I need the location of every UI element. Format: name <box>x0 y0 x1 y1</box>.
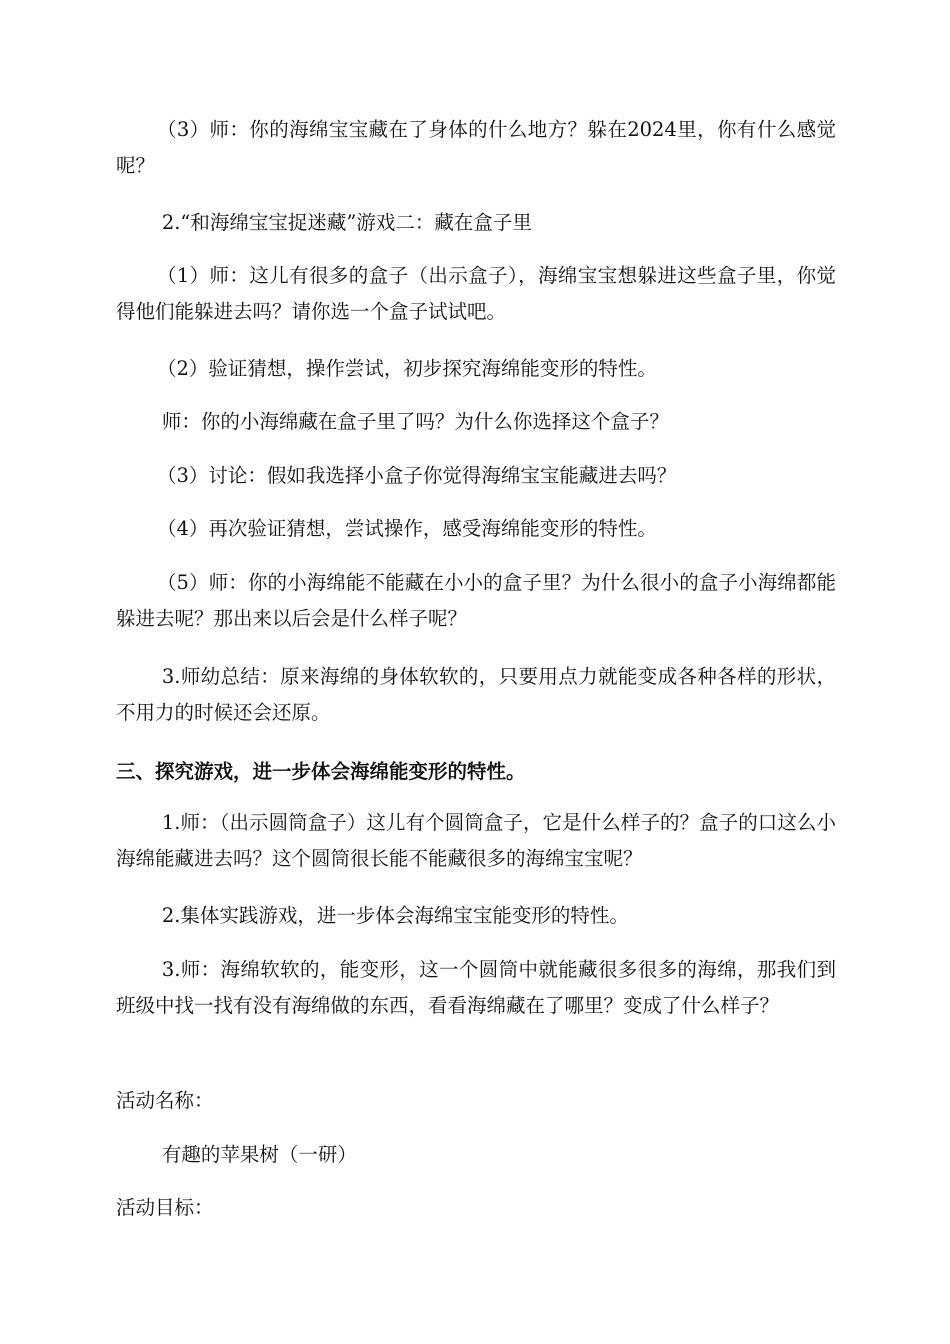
paragraph-teacher-question: 师：你的小海绵藏在盒子里了吗？为什么你选择这个盒子？ <box>161 410 669 433</box>
paragraph-game-two-heading: 2.“和海绵宝宝捉迷藏”游戏二：藏在盒子里 <box>161 211 532 234</box>
paragraph-step-3-discussion: （3）讨论：假如我选择小盒子你觉得海绵宝宝能藏进去吗？ <box>156 464 677 487</box>
label-activity-goals: 活动目标： <box>116 1196 214 1219</box>
paragraph-cylinder-box: 1.师：（出示圆筒盒子）这儿有个圆筒盒子，它是什么样子的？盒子的口这么小海绵能藏进去吗？这个圆筒很长能不能藏很多的海绵宝宝呢？ <box>116 811 836 870</box>
paragraph-group-game: 2.集体实践游戏，进一步体会海绵宝宝能变形的特性。 <box>161 904 629 927</box>
activity-name-value: 有趣的苹果树（一研） <box>161 1143 357 1166</box>
paragraph-step-1: （1）师：这儿有很多的盒子（出示盒子），海绵宝宝想躲进这些盒子里，你觉得他们能躲进去吗？请你选一个盒子试试吧。 <box>116 264 836 323</box>
paragraph-teacher-conclusion: 3.师：海绵软软的，能变形，这一个圆筒中就能藏很多很多的海绵，那我们到班级中找一找有没有海绵做的东西，看看海绵藏在了哪里？变成了什么样子？ <box>116 958 836 1017</box>
label-activity-name: 活动名称： <box>116 1089 214 1112</box>
paragraph-summary: 3.师幼总结：原来海绵的身体软软的，只要用点力就能变成各种各样的形状，不用力的时候还会还原。 <box>116 665 836 724</box>
paragraph-step-4: （4）再次验证猜想，尝试操作，感受海绵能变形的特性。 <box>156 517 657 540</box>
section-heading-three: 三、探究游戏，进一步体会海绵能变形的特性。 <box>116 760 526 783</box>
paragraph-step-2: （2）验证猜想，操作尝试，初步探究海绵能变形的特性。 <box>156 357 657 380</box>
paragraph-teacher-question-3: （3）师：你的海绵宝宝藏在了身体的什么地方？躲在2024里，你有什么感觉呢？ <box>116 118 836 177</box>
paragraph-step-5: （5）师：你的小海绵能不能藏在小小的盒子里？为什么很小的盒子小海绵都能躲进去呢？那出来以后会是什么样子呢？ <box>116 571 836 630</box>
